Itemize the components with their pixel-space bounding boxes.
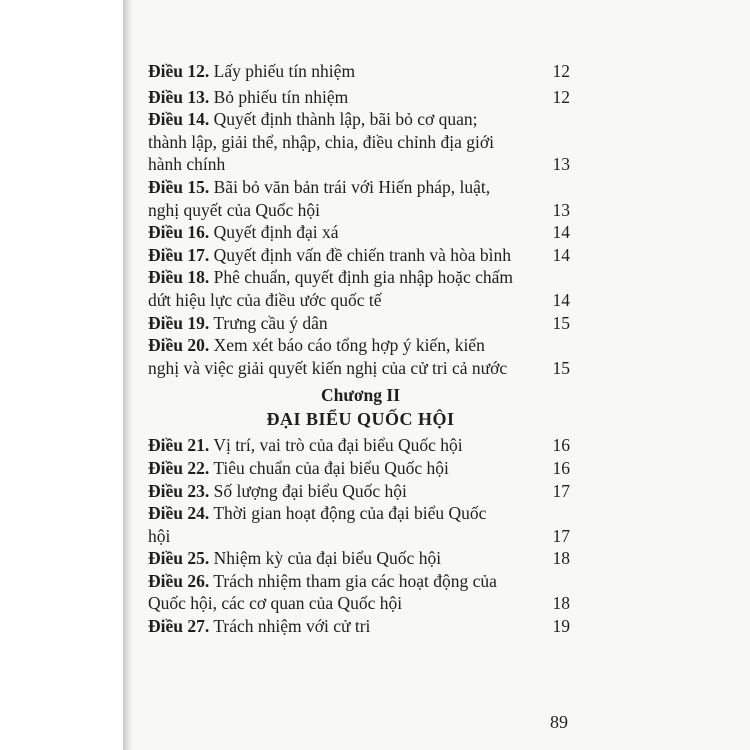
entry-label: Điều 24. <box>148 503 210 524</box>
entry-title: Số lượng đại biểu Quốc hội <box>213 480 407 501</box>
toc-entry-dieu-25 <box>148 547 573 570</box>
entry-page-number: 13 <box>552 199 570 220</box>
entry-page-number: 12 <box>552 61 570 81</box>
entry-title: Bỏ phiếu tín nhiệm <box>213 86 349 107</box>
entry-page-number: 13 <box>552 154 570 175</box>
book-gutter <box>123 0 132 750</box>
toc-entry-dieu-13 <box>148 86 573 109</box>
entry-title: Trách nhiệm tham gia các hoạt động của Quốc hội, các cơ quan của Quốc hội <box>148 570 497 614</box>
entry-title: Trưng cầu ý dân <box>213 312 328 333</box>
entry-page-number: 14 <box>552 222 570 243</box>
entry-title: Quyết định đại xá <box>213 222 339 243</box>
entry-page-number: 16 <box>552 435 570 456</box>
toc-entry-dieu-12 <box>148 60 573 83</box>
entry-label: Điều 17. <box>148 244 210 265</box>
entry-title: Quyết định thành lập, bãi bỏ cơ quan; thành lập, giải thể, nhập, chia, điều chỉnh địa giới hành chính <box>148 109 495 175</box>
entry-label: Điều 16. <box>148 222 210 243</box>
entry-label: Điều 18. <box>148 267 210 288</box>
toc-entry-dieu-15 <box>148 176 573 221</box>
entry-page-number: 19 <box>552 616 570 637</box>
background <box>0 0 123 750</box>
entry-title: Vị trí, vai trò của đại biểu Quốc hội <box>213 435 463 456</box>
toc-entry-dieu-27 <box>148 615 573 638</box>
entry-label: Điều 21. <box>148 435 210 456</box>
entry-title: Bãi bỏ văn bản trái với Hiến pháp, luật, nghị quyết của Quốc hội <box>148 176 491 220</box>
entry-page-number: 18 <box>552 548 570 569</box>
entry-label: Điều 26. <box>148 570 210 591</box>
toc-entry-dieu-21 <box>148 434 573 457</box>
toc-entry-dieu-23 <box>148 480 573 503</box>
entry-label: Điều 25. <box>148 548 210 569</box>
entry-label: Điều 13. <box>148 86 210 107</box>
entry-label: Điều 15. <box>148 176 210 197</box>
entry-label: Điều 22. <box>148 457 210 478</box>
entry-page-number: 12 <box>552 86 570 107</box>
entry-label: Điều 12. <box>148 61 210 81</box>
entry-page-number: 17 <box>552 525 570 546</box>
entry-page-number: 14 <box>552 244 570 265</box>
entry-label: Điều 27. <box>148 616 210 637</box>
entry-label: Điều 20. <box>148 335 210 356</box>
entry-label: Điều 23. <box>148 480 210 501</box>
entry-page-number: 16 <box>552 457 570 478</box>
toc-entry-dieu-19 <box>148 312 573 335</box>
toc-entry-dieu-16 <box>148 221 573 244</box>
entry-title: Trách nhiệm với cử tri <box>213 616 371 637</box>
toc-entry-dieu-24 <box>148 502 573 547</box>
entry-label: Điều 14. <box>148 109 210 130</box>
entry-title: Thời gian hoạt động của đại biểu Quốc hội <box>148 503 487 546</box>
chapter-title: ĐẠI BIỂU QUỐC HỘI <box>266 409 455 430</box>
entry-title: Lấy phiếu tín nhiệm <box>213 61 356 81</box>
entry-page-number: 14 <box>552 289 570 310</box>
toc-entry-dieu-26 <box>148 570 573 615</box>
entry-title: Phê chuẩn, quyết định gia nhập hoặc chấm dứt hiệu lực của điều ước quốc tế <box>148 267 513 310</box>
toc-entry-dieu-14 <box>148 108 573 176</box>
entry-title: Quyết định vấn đề chiến tranh và hòa bình <box>213 244 512 265</box>
toc-entry-dieu-20 <box>148 334 573 379</box>
toc-entry-dieu-18 <box>148 266 573 311</box>
entry-title: Nhiệm kỳ của đại biểu Quốc hội <box>213 548 442 569</box>
entry-title: Tiêu chuẩn của đại biểu Quốc hội <box>213 457 449 478</box>
table-of-contents <box>148 60 573 638</box>
entry-title: Xem xét báo cáo tổng hợp ý kiến, kiến nghị và việc giải quyết kiến nghị của cử tri cả nước <box>148 335 508 378</box>
toc-entry-dieu-22 <box>148 457 573 480</box>
entry-label: Điều 19. <box>148 312 210 333</box>
entry-page-number: 18 <box>552 593 570 614</box>
chapter-label: Chương II <box>320 385 401 406</box>
toc-entry-dieu-17 <box>148 244 573 267</box>
entry-page-number: 15 <box>552 312 570 333</box>
page-number: 89 <box>550 712 568 732</box>
entry-page-number: 15 <box>552 357 570 378</box>
entry-page-number: 17 <box>552 480 570 501</box>
